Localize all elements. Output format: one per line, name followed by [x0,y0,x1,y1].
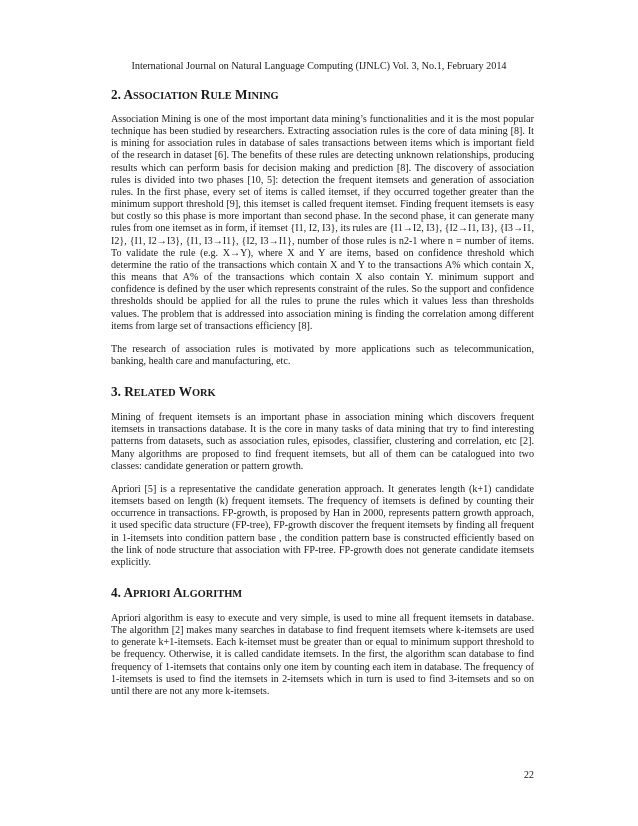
heading-word: RELATED [124,384,176,400]
section-heading-related-work [111,383,534,402]
heading-word: RULE [200,87,232,102]
paragraph-research-motivation: The research of association rules is motivated by more applications such as telecommunication, banking, health care and manufacturing, etc. [111,343,534,367]
heading-word: ASSOCIATION [123,87,198,102]
heading-word: MINING [234,87,279,102]
section-heading-apriori-algorithm [111,584,534,603]
section-number: 3. [111,384,121,400]
section-number: 4. [111,585,121,600]
paragraph-frequent-itemsets: Mining of frequent itemsets is an important phase in association mining which discovers frequent itemsets in transactions database. It is the core in many tasks of data mining that try to find interesting patterns from datasets, such as association rules, episodes, classifier, clustering and correlation, etc [2]. Many algorithms are proposed to find frequent itemsets, but all of them can be catalogued into two classes: candidate generation or pattern growth. [111,412,534,472]
paragraph-apriori-fp-growth: Apriori [5] is a representative the candidate generation approach. It generates length (k+1) candidate itemsets based on length (k) frequent itemsets. The frequency of itemsets is defined by counting their occurrence in transactions. FP-growth, is proposed by Han in 2000, represents pattern growth approach, it used specific data structure (FP-tree), FP-growth discover the frequent itemsets by finding all frequent in 1-itemsets into condition pattern base , the condition pattern base is constructed efficiently based on the link of node structure that association with FP-tree. FP-growth does not generate candidate itemsets explicitly. [111,483,534,568]
section-number: 2. [111,87,121,102]
heading-word: WORK [178,384,216,400]
paragraph-apriori-description: Apriori algorithm is easy to execute and very simple, is used to mine all frequent itemsets in database. The algorithm [2] makes many searches in database to find frequent itemsets where k-itemsets are used to generate k+1-itemsets. Each k-itemset must be greater than or equal to minimum support threshold to be frequency. Otherwise, it is called candidate itemsets. In the first, the algorithm scan database to find frequency of 1-itemsets that contains only one item by counting each item in database. The frequency of 1-itemsets is used to find the itemsets in 2-itemsets which in turn is used to find 3-itemsets and so on until there are not any more k-itemsets. [111,613,534,697]
running-head: International Journal on Natural Language Computing (IJNLC) Vol. 3, No.1, February 2014 [131,61,507,72]
page-number: 22 [523,770,534,781]
paragraph-association-mining: Association Mining is one of the most important data mining’s functionalities and it is the most popular technique has been studied by researchers. Extracting association rules is the core of data mining [8]. It is mining for association rules in database of sales transactions between items which is important field of the research in dataset [6]. The benefits of these rules are detecting unknown relationships, producing results which can perform basis for decision making and prediction [8]. The discovery of association rules is divided into two phases [10, 5]: detection the frequent itemsets and generation of association rules. In the first phase, every set of items is called itemset, if they occurred together greater than the minimum support threshold [9], this itemset is called frequent itemset. Finding frequent itemsets is easy but costly so this phase is more important than second phase. In the second phase, it can generate many rules from one itemset as in form, if itemset {I1, I2, I3}, its rules are {I1→I2, I3}, {I2→I1, I3}, {I3→I1, I2}, {I1, I2→I3}, {I1, I3→I1}, {I2, I3→I1}, number of those rules is n2-1 where n = number of items. To validate the rule (e.g. X→Y), where X and Y are items, based on confidence threshold which determine the ratio of the transactions which contain X and Y to the transactions A% which contain X, this means that A% of the transactions which contain X also contain Y. minimum support and confidence is defined by the user which represents constraint of the rules. So the support and confidence thresholds should be applied for all the rules to prune the rules which it values less than thresholds values. The problem that is addressed into association mining is finding the correlation among different items from large set of transactions efficiency [8]. [111,114,534,332]
section-heading-association-rule-mining [111,86,534,105]
page-body [111,86,534,698]
heading-word: ALGORITHM [173,585,243,600]
heading-word: APRIORI [123,585,171,600]
